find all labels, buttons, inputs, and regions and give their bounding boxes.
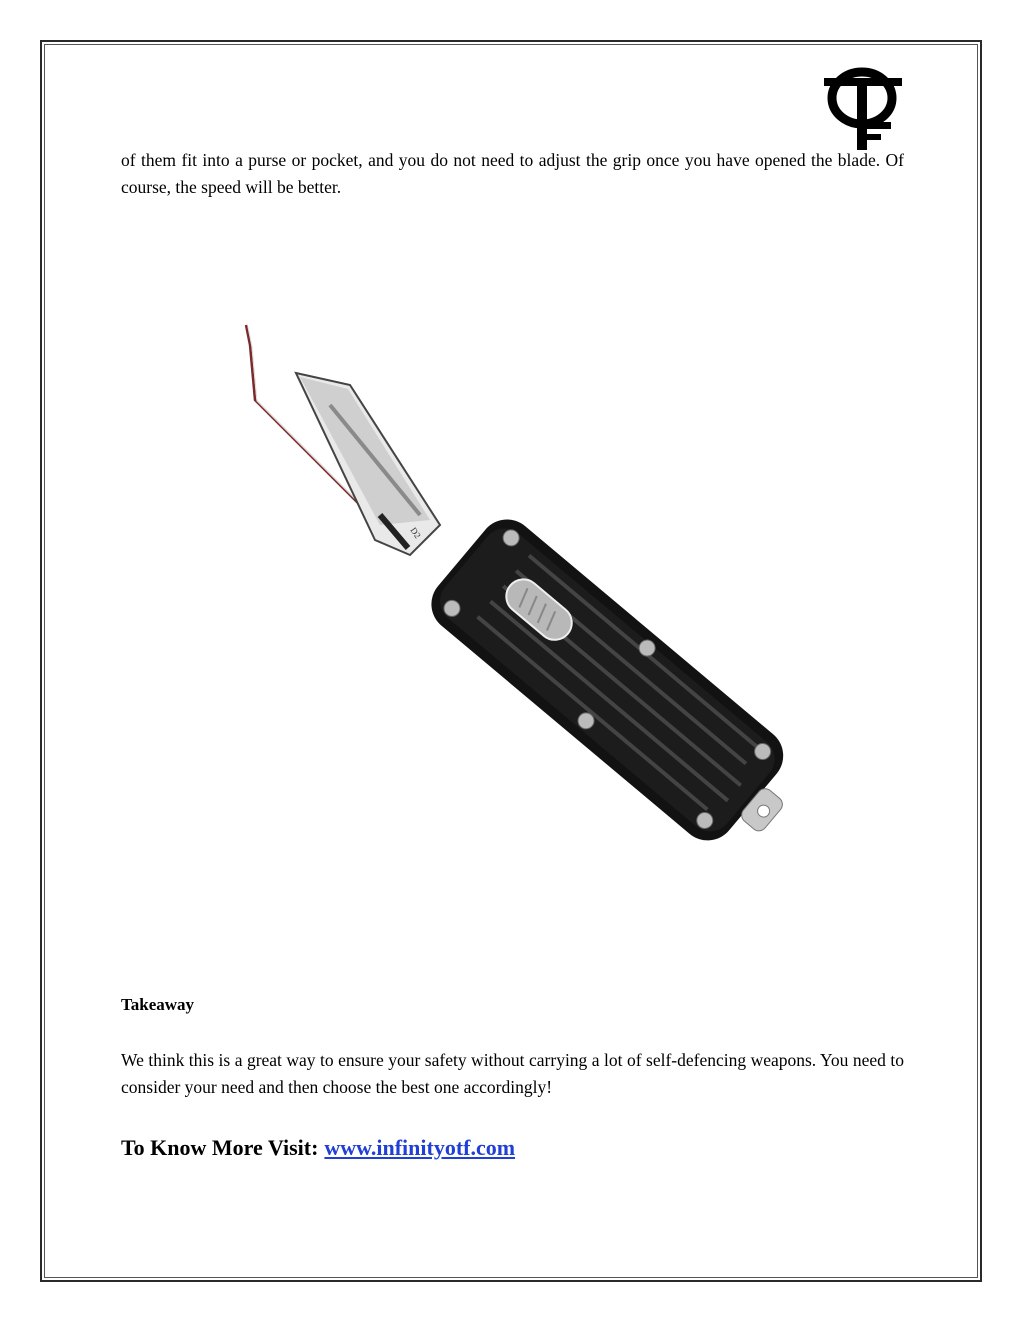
svg-text:D2: D2 bbox=[408, 525, 423, 541]
website-link[interactable]: www.infinityotf.com bbox=[324, 1135, 516, 1160]
takeaway-heading: Takeaway bbox=[121, 995, 195, 1014]
intro-paragraph: of them fit into a purse or pocket, and you do not need to adjust the grip once you have opened the blade. Of course, the speed will be better. bbox=[121, 150, 904, 197]
visit-label: To Know More Visit: bbox=[121, 1135, 319, 1160]
knife-image bbox=[230, 315, 830, 875]
otf-logo-icon bbox=[820, 64, 906, 150]
takeaway-paragraph: We think this is a great way to ensure your safety without carrying a lot of self-defencing weapons. You need to consider your need and then choose the best one accordingly! bbox=[121, 1050, 904, 1097]
visit-line bbox=[121, 1135, 515, 1161]
